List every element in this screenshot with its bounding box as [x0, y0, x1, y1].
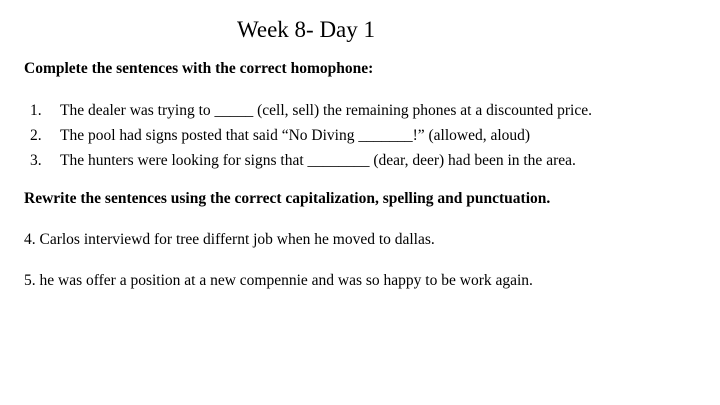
homophone-instruction: Complete the sentences with the correct homophone: [24, 60, 374, 77]
rewrite-instruction: Rewrite the sentences using the correct capitalization, spelling and punctuation. [24, 190, 551, 207]
slide-title: Week 8- Day 1 [237, 17, 376, 42]
item-number: 2. [30, 127, 42, 144]
item-text: The hunters were looking for signs that ________ (dear, deer) had been in the area. [60, 152, 576, 169]
homophone-list [30, 98, 592, 173]
list-item [30, 123, 592, 148]
item-number: 1. [30, 102, 42, 119]
rewrite-sentence-5: 5. he was offer a position at a new compennie and was so happy to be work again. [24, 272, 533, 289]
item-text: The dealer was trying to _____ (cell, sell) the remaining phones at a discounted price. [60, 102, 592, 119]
list-item [30, 148, 592, 173]
item-text: The pool had signs posted that said “No Diving _______!” (allowed, aloud) [60, 127, 531, 144]
list-item [30, 98, 592, 123]
rewrite-sentence-4: 4. Carlos interviewd for tree differnt job when he moved to dallas. [24, 231, 435, 248]
item-number: 3. [30, 152, 42, 169]
